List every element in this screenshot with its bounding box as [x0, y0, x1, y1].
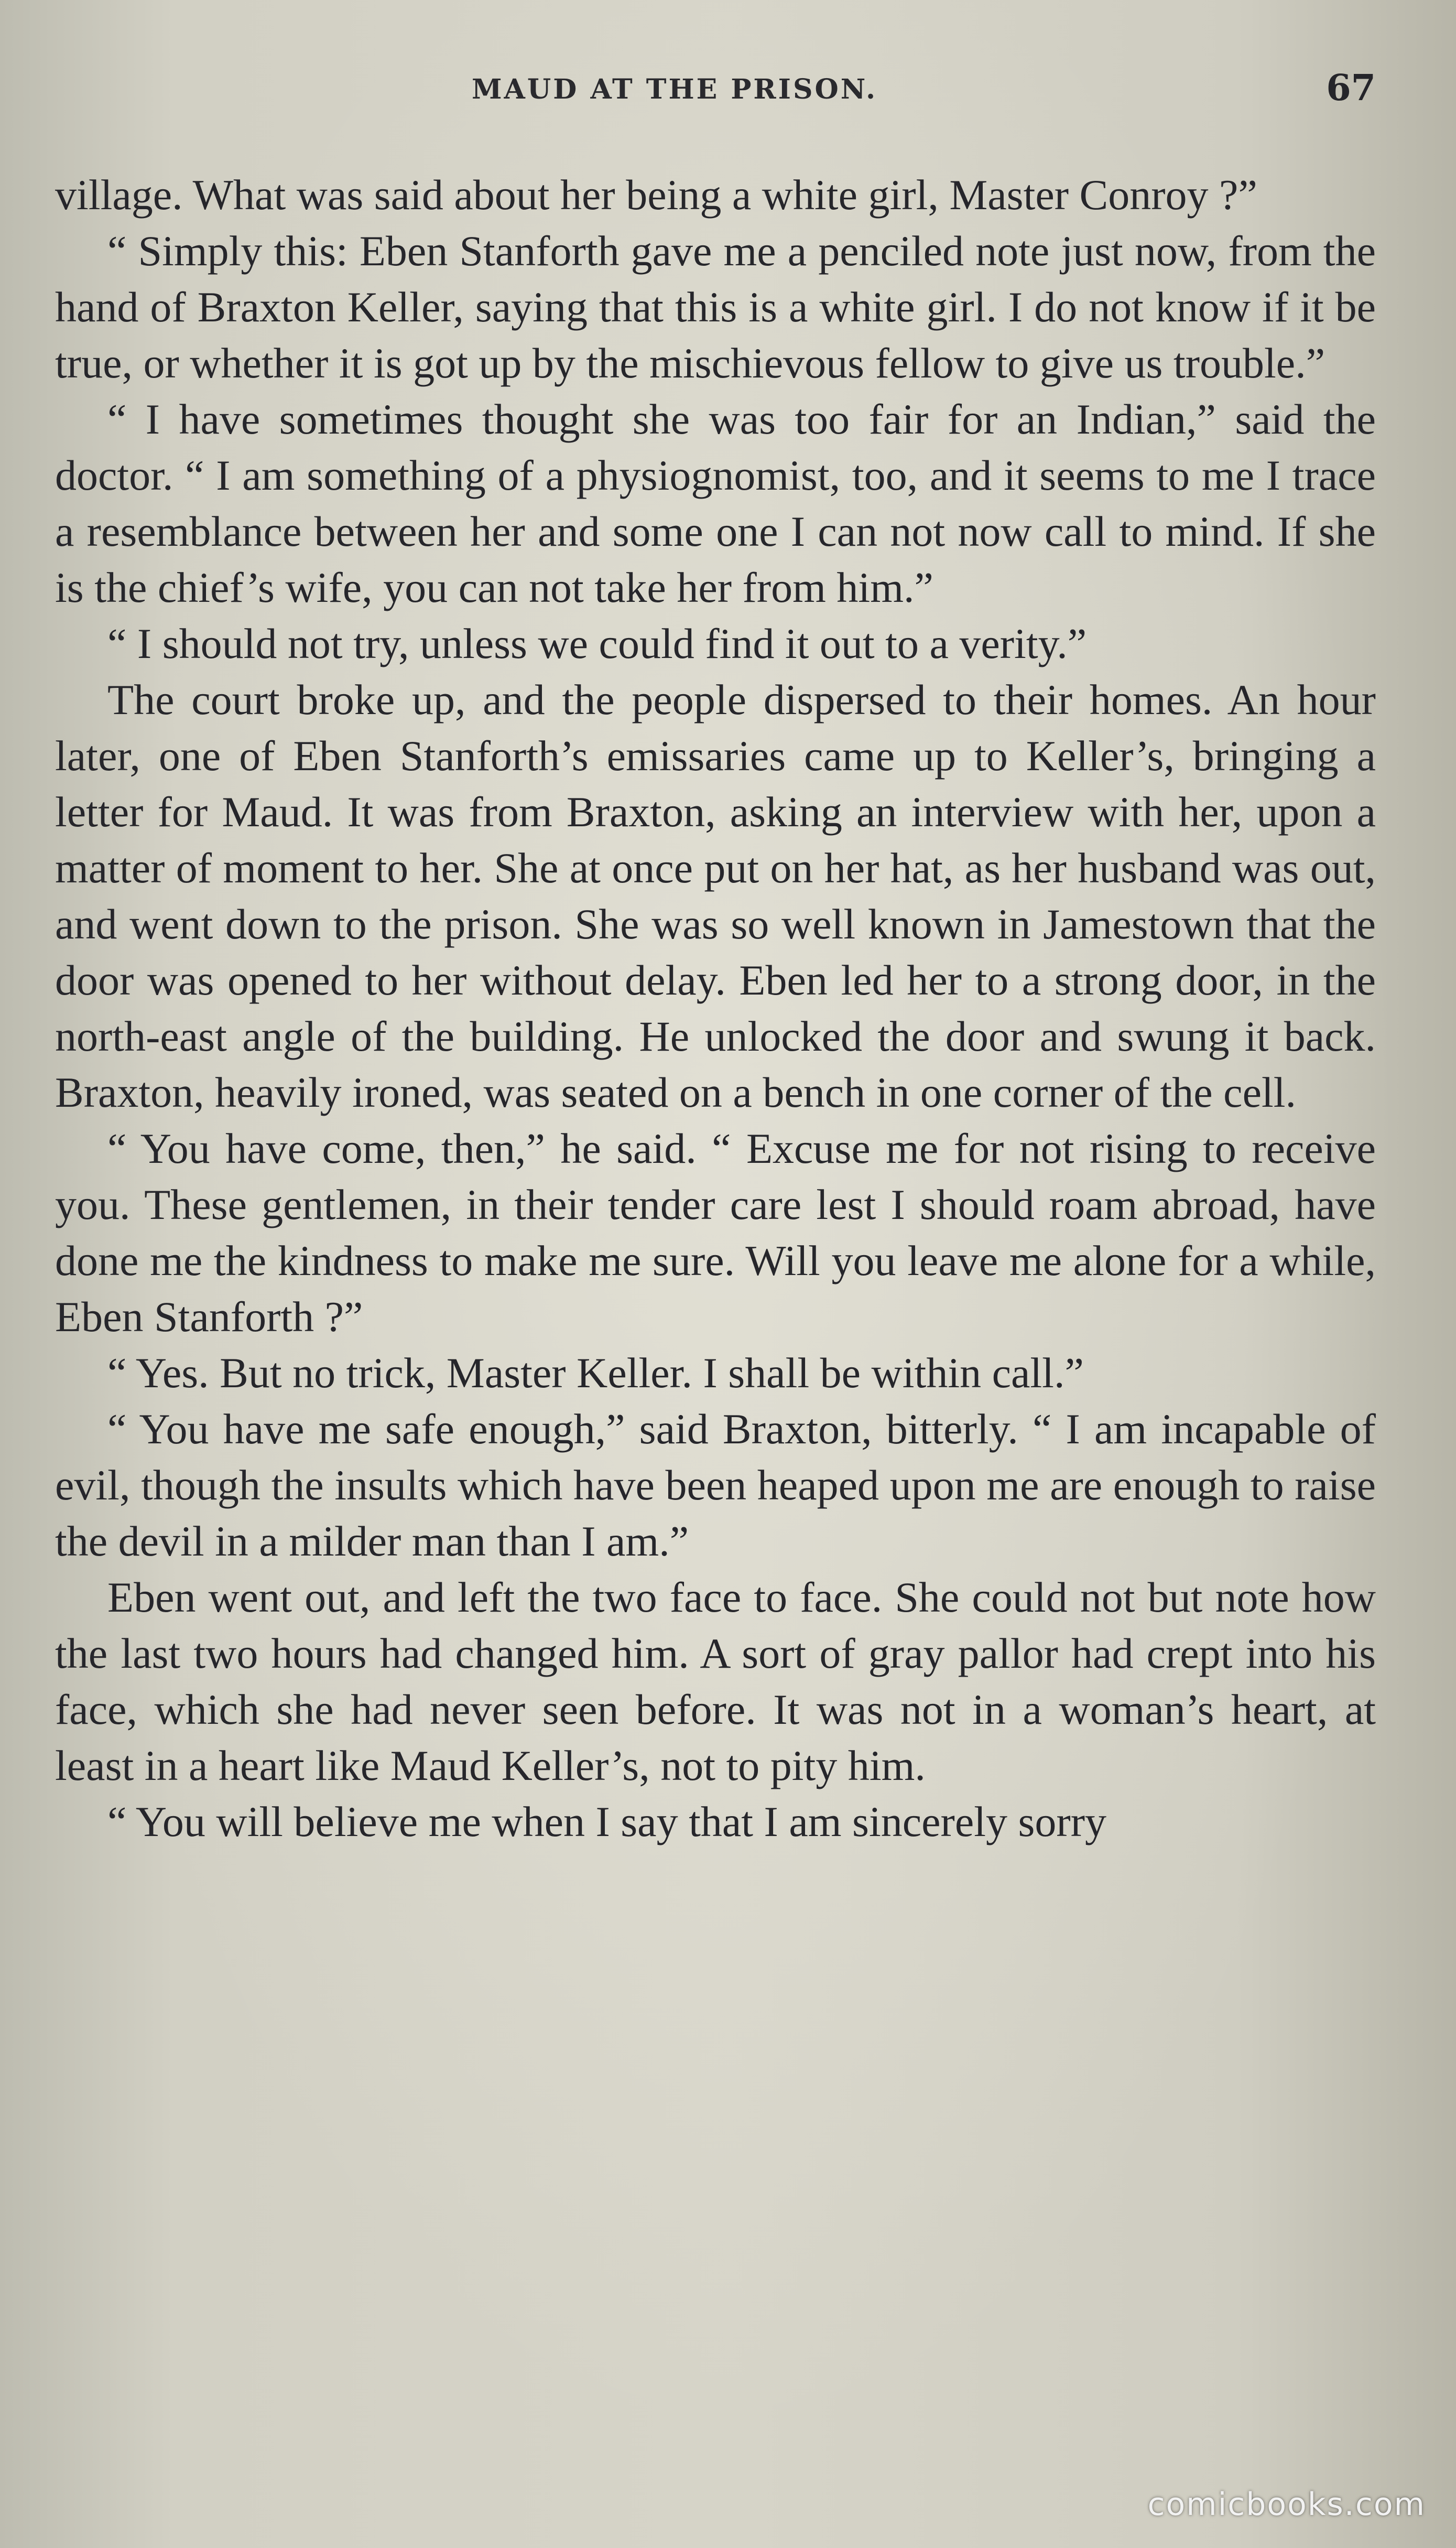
paragraph-7: “ Yes. But no trick, Master Keller. I shall be within call.”: [107, 1349, 1084, 1397]
page-number: 67: [1326, 67, 1376, 109]
body-text: [55, 167, 1376, 1850]
paragraph-9: Eben went out, and left the two face to face. She could not but note how the last two hours had changed him. A sort of gray pallor had crept into his face, which she had never seen before. It was not in a woman’s heart, at least in a heart like Maud Keller’s, not to pity him.: [55, 1573, 1376, 1789]
paragraph-1: village. What was said about her being a white girl, Master Conroy ?”: [55, 171, 1257, 219]
running-head: MAUD AT THE PRISON.: [472, 73, 878, 105]
page-header: [55, 67, 1376, 125]
paragraph-8: “ You have me safe enough,” said Braxton, bitterly. “ I am incapable of evil, though the insults which have been heaped upon me are enough to raise the devil in a milder man than I am.”: [55, 1405, 1376, 1565]
paragraph-3: “ I have sometimes thought she was too fair for an Indian,” said the doctor. “ I am something of a physiognomist, too, and it seems to me I trace a resemblance between her and some one I can not now call to mind. If she is the chief’s wife, you can not take her from him.”: [55, 395, 1376, 611]
paragraph-6: “ You have come, then,” he said. “ Excuse me for not rising to receive you. These gentlemen, in their tender care lest I should roam abroad, have done me the kindness to make me sure. Will you leave me alone for a while, Eben Stanforth ?”: [55, 1125, 1376, 1341]
paragraph-4: “ I should not try, unless we could find it out to a verity.”: [107, 620, 1087, 667]
paragraph-5: The court broke up, and the people dispersed to their homes. An hour later, one of Eben Stanforth’s emissaries came up to Keller’s, bringing a letter for Maud. It was from Braxton, asking an interview with her, upon a matter of moment to her. She at once put on her hat, as her husband was out, and went down to the prison. She was so well known in Jamestown that the door was opened to her without delay. Eben led her to a strong door, in the north-east angle of the building. He unlocked the door and swung it back. Braxton, heavily ironed, was seated on a bench in one corner of the cell.: [55, 676, 1376, 1116]
paragraph-2: “ Simply this: Eben Stanforth gave me a penciled note just now, from the hand of Braxton Keller, saying that this is a white girl. I do not know if it be true, or whether it is got up by the mischievous fellow to give us trouble.”: [55, 227, 1376, 387]
watermark: comicbooks.com: [1147, 2486, 1426, 2523]
paragraph-10: “ You will believe me when I say that I am sincerely sorry: [107, 1798, 1107, 1845]
